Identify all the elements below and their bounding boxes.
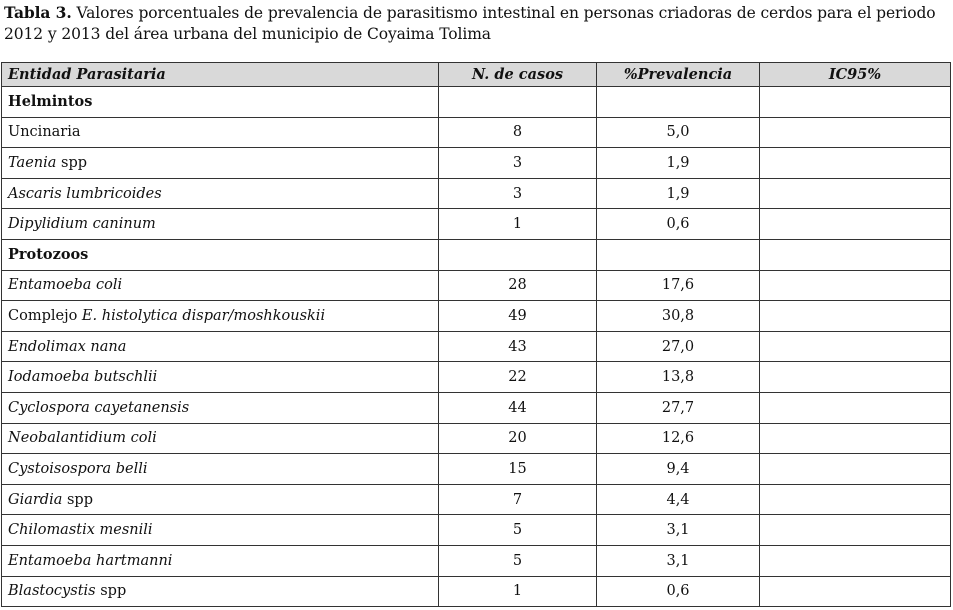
parasite-name [2,515,439,546]
parasite-name-part: Neobalantidium coli [8,430,157,447]
ic95-cell [760,515,951,546]
cases-cell: 49 [439,301,597,332]
table-row [2,576,951,607]
prevalence-cell: 1,9 [597,178,760,209]
parasite-name-part: Taenia [8,154,57,171]
prevalence-cell: 12,6 [597,423,760,454]
group-label: Protozoos [2,239,439,270]
parasite-name-part: spp [95,583,127,600]
ic95-cell [760,362,951,393]
ic95-cell [760,423,951,454]
ic95-cell [760,454,951,485]
parasite-name-part: Giardia [8,491,63,508]
ic95-cell [760,331,951,362]
cases-cell: 8 [439,117,597,148]
prevalence-cell: 3,1 [597,515,760,546]
cases-cell: 1 [439,576,597,607]
prevalence-cell: 3,1 [597,545,760,576]
cases-cell: 20 [439,423,597,454]
parasite-name [2,576,439,607]
cases-cell: 5 [439,545,597,576]
ic95-cell [760,209,951,240]
parasite-name [2,545,439,576]
parasite-name-part: Cystoisospora belli [8,460,148,477]
parasite-name [2,209,439,240]
parasite-name [2,270,439,301]
parasite-name-part: Entamoeba hartmanni [8,552,173,569]
parasite-name-part: Blastocystis [8,583,96,600]
ic95-cell [760,301,951,332]
caption-text: Valores porcentuales de prevalencia de parasitismo intestinal en personas criadoras de cerdos para el periodo 2012 y 2013 del área urbana del municipio de Coyaima Tolima [4,4,936,43]
prevalence-cell: 0,6 [597,576,760,607]
empty-cell [597,87,760,118]
parasite-name-part: Endolimax nana [8,338,127,355]
group-label: Helmintos [2,87,439,118]
parasite-name [2,301,439,332]
header-n-de-casos: N. de casos [439,63,597,87]
cases-cell: 22 [439,362,597,393]
ic95-cell [760,117,951,148]
group-row [2,239,951,270]
table-row [2,270,951,301]
parasite-name [2,148,439,179]
parasite-name [2,484,439,515]
parasite-name-part: spp [62,491,93,508]
ic95-cell [760,148,951,179]
table-row [2,454,951,485]
table-row [2,148,951,179]
table-row [2,392,951,423]
cases-cell: 5 [439,515,597,546]
parasite-name-part: Dipylidium caninum [8,216,156,233]
parasite-name [2,178,439,209]
cases-cell: 44 [439,392,597,423]
prevalence-cell: 30,8 [597,301,760,332]
parasite-name-part: Cyclospora cayetanensis [8,399,190,416]
prevalence-cell: 13,8 [597,362,760,393]
table-row [2,117,951,148]
header-prevalencia: %Prevalencia [597,63,760,87]
cases-cell: 3 [439,178,597,209]
cases-cell: 1 [439,209,597,240]
cases-cell: 43 [439,331,597,362]
cases-cell: 3 [439,148,597,179]
table-row [2,545,951,576]
header-entidad-parasitaria: Entidad Parasitaria [2,63,439,87]
ic95-cell [760,270,951,301]
parasite-name-part: spp [56,154,88,171]
header-ic95: IC95% [760,63,951,87]
prevalence-table [1,62,951,607]
empty-cell [760,239,951,270]
ic95-cell [760,484,951,515]
prevalence-cell: 0,6 [597,209,760,240]
prevalence-cell: 4,4 [597,484,760,515]
table-header-row [2,63,951,87]
prevalence-cell: 27,0 [597,331,760,362]
caption-label: Tabla 3. [4,3,72,22]
table-row [2,178,951,209]
table-row [2,209,951,240]
cases-cell: 15 [439,454,597,485]
cases-cell: 7 [439,484,597,515]
parasite-name-part: E. histolytica dispar/moshkouskii [81,307,326,324]
prevalence-cell: 9,4 [597,454,760,485]
ic95-cell [760,545,951,576]
empty-cell [760,87,951,118]
table-body [2,87,951,607]
table-row [2,362,951,393]
parasite-name-part: Chilomastix mesnili [8,522,153,539]
parasite-name-part: Uncinaria [8,124,81,141]
table-row [2,515,951,546]
ic95-cell [760,576,951,607]
parasite-name [2,362,439,393]
prevalence-cell: 17,6 [597,270,760,301]
cases-cell: 28 [439,270,597,301]
empty-cell [597,239,760,270]
ic95-cell [760,178,951,209]
prevalence-cell: 5,0 [597,117,760,148]
parasite-name [2,423,439,454]
table-row [2,301,951,332]
parasite-name-part: Iodamoeba butschlii [8,369,158,386]
table-caption [4,2,949,45]
ic95-cell [760,392,951,423]
prevalence-cell: 1,9 [597,148,760,179]
table-row [2,331,951,362]
parasite-name [2,454,439,485]
parasite-name [2,117,439,148]
empty-cell [439,239,597,270]
empty-cell [439,87,597,118]
parasite-name [2,331,439,362]
parasite-name-part: Ascaris lumbricoides [8,185,162,202]
parasite-name-part: Entamoeba coli [8,277,123,294]
table-row [2,484,951,515]
parasite-name-part: Complejo [8,307,82,324]
table-row [2,423,951,454]
parasite-name [2,392,439,423]
prevalence-cell: 27,7 [597,392,760,423]
group-row [2,87,951,118]
